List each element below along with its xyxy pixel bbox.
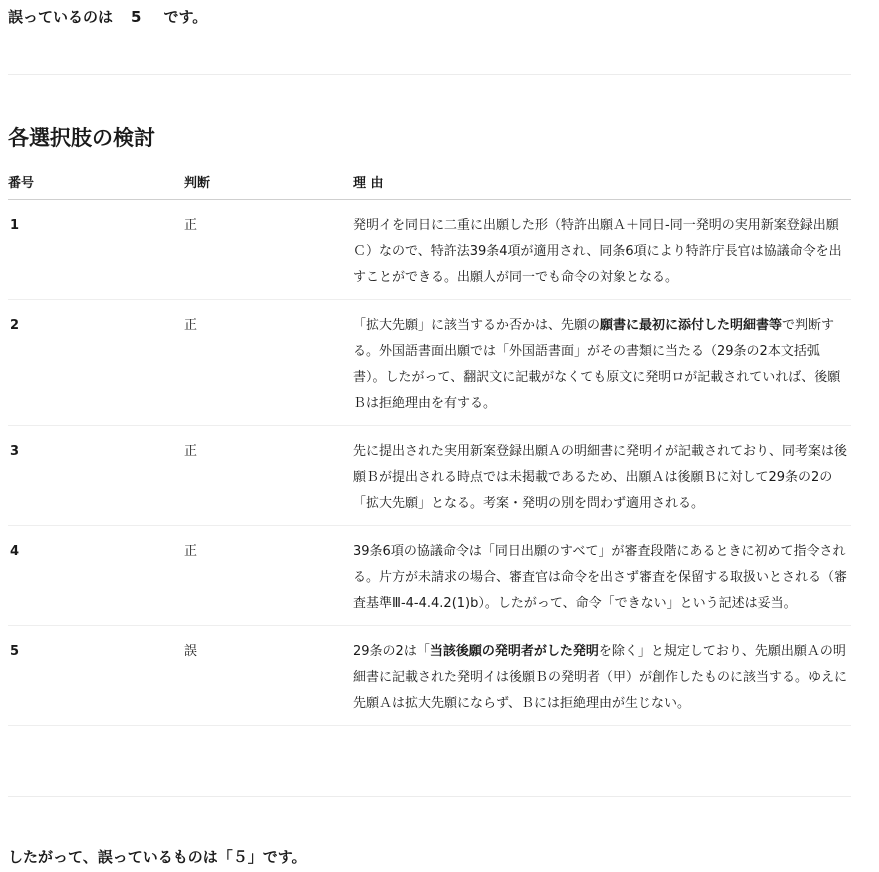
option-judgment: 誤	[184, 626, 353, 726]
header-judgment: 判断	[184, 166, 353, 200]
reason-emphasis: 当該後願の発明者がした発明	[429, 644, 599, 659]
option-reason	[353, 200, 851, 300]
reason-emphasis: 願書に最初に添付した明細書等	[600, 318, 783, 333]
option-judgment: 正	[184, 300, 353, 426]
conclusion-number: ５	[232, 848, 248, 866]
table-row	[8, 300, 851, 426]
reason-text: 29条の2は「	[353, 644, 430, 659]
option-number: 3	[8, 426, 184, 526]
answer-number: 5	[131, 8, 142, 26]
table-row	[8, 200, 851, 300]
section-divider-bottom	[8, 796, 851, 797]
option-number: 1	[8, 200, 184, 300]
reason-text: 発明イを同日に二重に出願した形（特許出願Ａ＋同日‐同一発明の実用新案登録出願Ｃ）なので、特許法39条4項が適用され、同条6項により特許庁長官は協議命令を出すことができる。出願人が同一でも命令の対象となる。	[353, 218, 842, 285]
table-header-row	[8, 166, 851, 200]
section-title: 各選択肢の検討	[8, 126, 155, 150]
table-row	[8, 526, 851, 626]
option-reason	[353, 300, 851, 426]
conclusion-statement	[8, 846, 307, 867]
table-row	[8, 626, 851, 726]
answer-statement	[8, 6, 207, 27]
option-judgment: 正	[184, 426, 353, 526]
reason-text: 先に提出された実用新案登録出願Ａの明細書に発明イが記載されており、同考案は後願Ｂが提出される時点では未掲載であるため、出願Ａは後願Ｂに対して29条の2の「拡大先願」となる。考案・発明の別を問わず適用される。	[353, 444, 848, 511]
conclusion-prefix: したがって、誤っているものは「	[8, 848, 233, 866]
option-number: 5	[8, 626, 184, 726]
answer-suffix: です。	[163, 8, 208, 26]
option-number: 4	[8, 526, 184, 626]
table-row	[8, 426, 851, 526]
conclusion-suffix: 」です。	[247, 848, 307, 866]
reason-text: 39条6項の協議命令は「同日出願のすべて」が審査段階にあるときに初めて指令される。片方が未請求の場合、審査官は命令を出さず審査を保留する取扱いとされる（審査基準Ⅲ‐4‐4.4.2(1)b）。したがって、命令「できない」という記述は妥当。	[353, 544, 848, 611]
option-reason	[353, 626, 851, 726]
header-reason: 理 由	[353, 166, 851, 200]
options-table	[8, 166, 851, 726]
answer-prefix: 誤っているのは	[8, 8, 114, 26]
table-body	[8, 200, 851, 726]
reason-text: 「拡大先願」に該当するか否かは、先願の	[353, 318, 601, 333]
option-judgment: 正	[184, 526, 353, 626]
option-judgment: 正	[184, 200, 353, 300]
reason-text: で判断する。外国語書面出願では「外国語書面」がその書類に当たる（29条の2本文括弧書）。したがって、翻訳文に記載がなくても原文に発明ロが記載されていれば、後願Ｂは拒絶理由を有する。	[353, 318, 841, 411]
option-number: 2	[8, 300, 184, 426]
header-number: 番号	[8, 166, 184, 200]
option-reason	[353, 426, 851, 526]
reason-text: を除く」と規定しており、先願出願Ａの明細書に記載された発明イは後願Ｂの発明者（甲）が創作したものに該当する。ゆえに先願Ａは拡大先願にならず、Ｂには拒絶理由が生じない。	[353, 644, 848, 711]
section-divider-top	[8, 74, 851, 75]
option-reason	[353, 526, 851, 626]
